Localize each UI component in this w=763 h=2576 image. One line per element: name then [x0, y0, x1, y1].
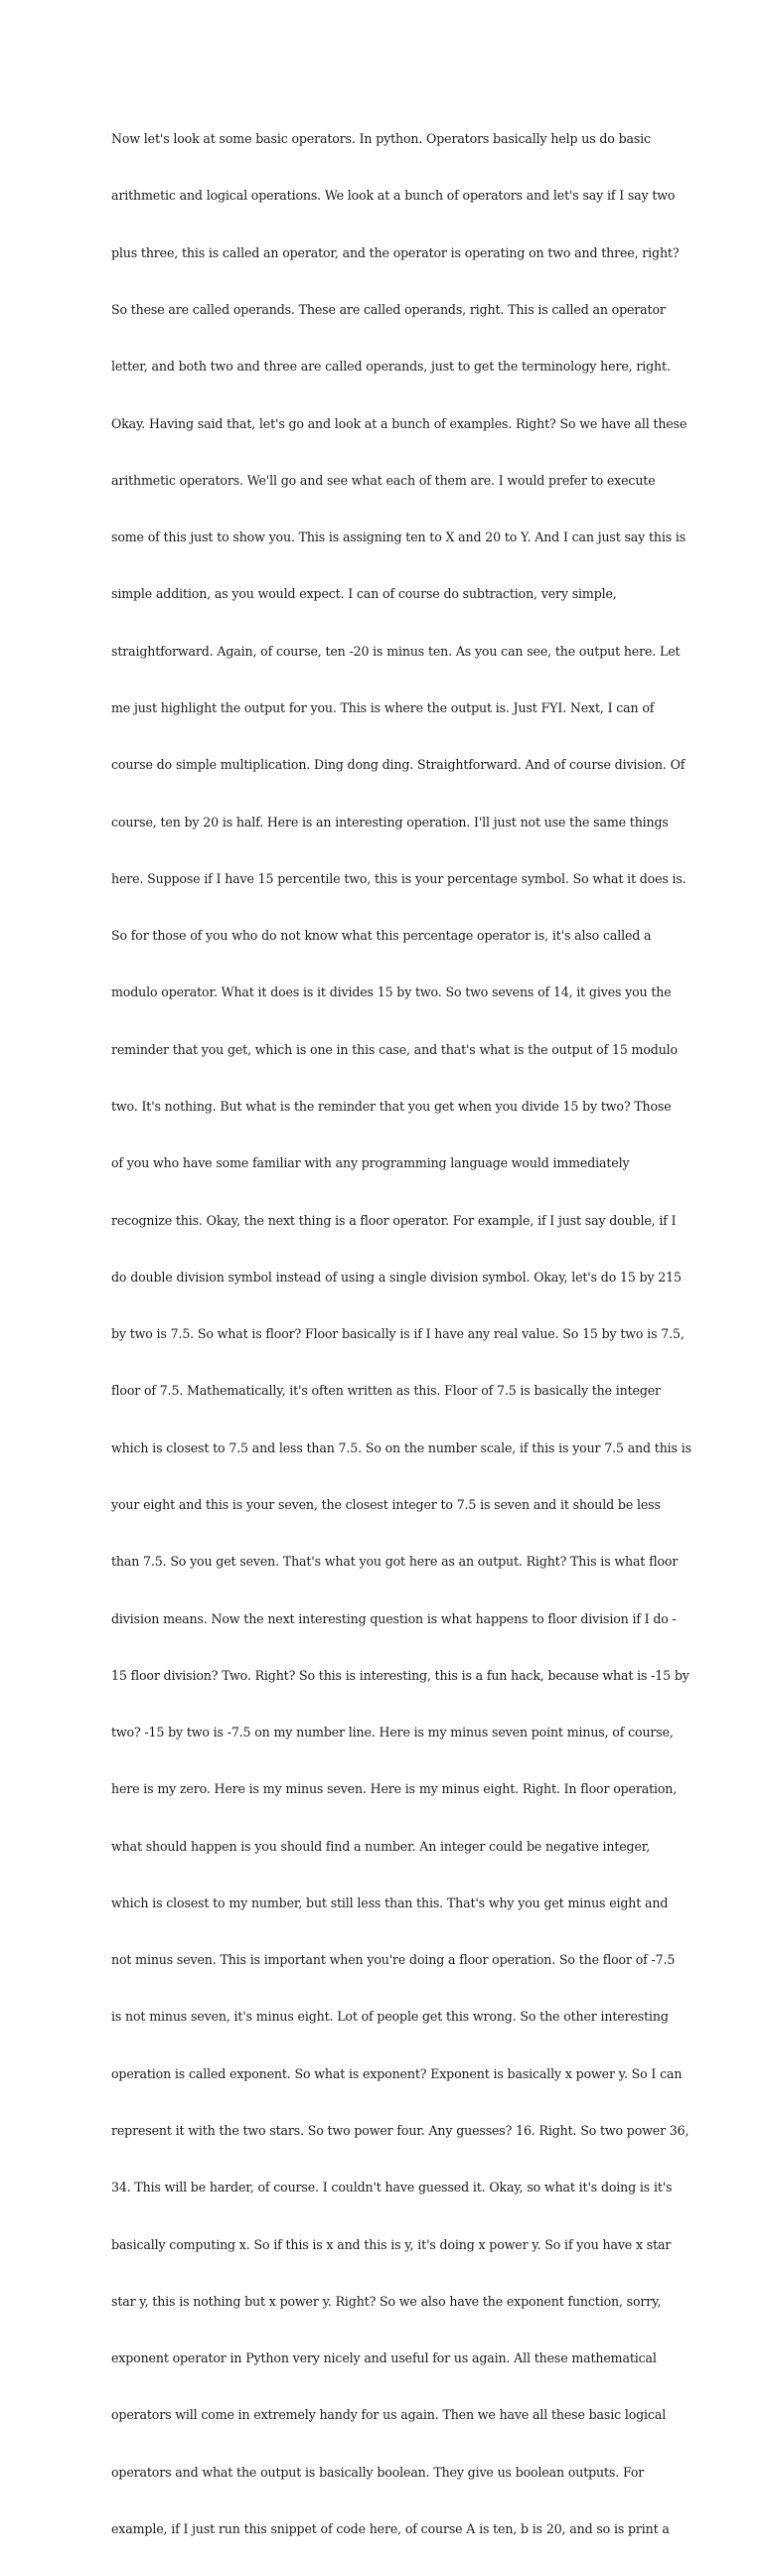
- text-line: modulo operator. What it does is it divides 15 by two. So two sevens of 14, it gives you the: [111, 985, 672, 1000]
- text-line: two? -15 by two is -7.5 on my number line. Here is my minus seven point minus, of course,: [111, 1725, 674, 1741]
- text-line: operators will come in extremely handy for us again. Then we have all these basic logical: [111, 2407, 667, 2423]
- text-line: Now let's look at some basic operators. In python. Operators basically help us do basic: [111, 131, 651, 147]
- text-line: me just highlight the output for you. This is where the output is. Just FYI. Next, I can of: [111, 700, 655, 715]
- text-line: simple addition, as you would expect. I can of course do subtraction, very simple,: [111, 586, 617, 602]
- text-line: example, if I just run this snippet of code here, of course A is ten, b is 20, and so is print a: [111, 2521, 670, 2536]
- text-line: operation is called exponent. So what is exponent? Exponent is basically x power y. So I can: [111, 2065, 683, 2081]
- text-line: straightforward. Again, of course, ten -20 is minus ten. As you can see, the output here. Let: [111, 643, 681, 659]
- text-line: recognize this. Okay, the next thing is a floor operator. For example, if I just say double, if I: [111, 1212, 677, 1228]
- text-line: course do simple multiplication. Ding dong ding. Straightforward. And of course division. Of: [111, 757, 686, 773]
- text-line: Okay. Having said that, let's go and look at a bunch of examples. Right? So we have all these: [111, 415, 687, 431]
- text-line: arithmetic and logical operations. We look at a bunch of operators and let's say if I say two: [111, 188, 676, 204]
- text-line: not minus seven. This is important when you're doing a floor operation. So the floor of -7.5: [111, 1952, 676, 1968]
- transcript-paragraph: [111, 91, 691, 2576]
- text-line: than 7.5. So you get seven. That's what you got here as an output. Right? This is what floor: [111, 1554, 679, 1570]
- text-line: star y, this is nothing but x power y. Right? So we also have the exponent function, sorry,: [111, 2293, 662, 2309]
- text-line: 15 floor division? Two. Right? So this is interesting, this is a fun hack, because what is -15 by: [111, 1667, 689, 1683]
- text-line: plus three, this is called an operator, and the operator is operating on two and three, right?: [111, 244, 680, 260]
- text-line: what should happen is you should find a number. An integer could be negative integer,: [111, 1838, 651, 1854]
- text-line: letter, and both two and three are called operands, just to get the terminology here, right.: [111, 359, 671, 375]
- text-line: operators and what the output is basically boolean. They give us boolean outputs. For: [111, 2464, 645, 2480]
- text-line: do double division symbol instead of using a single division symbol. Okay, let's do 15 by 215: [111, 1269, 682, 1285]
- text-line: which is closest to 7.5 and less than 7.5. So on the number scale, if this is your 7.5 and this is: [111, 1440, 691, 1455]
- text-line: here is my zero. Here is my minus seven. Here is my minus eight. Right. In floor operation,: [111, 1781, 678, 1797]
- text-line: your eight and this is your seven, the closest integer to 7.5 is seven and it should be less: [111, 1496, 661, 1512]
- text-line: course, ten by 20 is half. Here is an interesting operation. I'll just not use the same things: [111, 814, 669, 830]
- text-line: by two is 7.5. So what is floor? Floor basically is if I have any real value. So 15 by two is 7.5,: [111, 1326, 685, 1342]
- text-line: here. Suppose if I have 15 percentile two, this is your percentage symbol. So what it does is.: [111, 870, 687, 886]
- text-line: two. It's nothing. But what is the reminder that you get when you divide 15 by two? Those: [111, 1098, 672, 1114]
- text-line: division means. Now the next interesting question is what happens to floor division if I do -: [111, 1610, 677, 1626]
- text-line: 34. This will be harder, of course. I couldn't have guessed it. Okay, so what it's doing is it's: [111, 2180, 673, 2196]
- text-line: basically computing x. So if this is x and this is y, it's doing x power y. So if you have x star: [111, 2236, 672, 2252]
- text-line: of you who have some familiar with any programming language would immediately: [111, 1155, 630, 1171]
- text-line: which is closest to my number, but still less than this. That's why you get minus eight and: [111, 1894, 669, 1910]
- text-line: represent it with the two stars. So two power four. Any guesses? 16. Right. So two power 36,: [111, 2123, 689, 2139]
- text-line: exponent operator in Python very nicely and useful for us again. All these mathematical: [111, 2350, 657, 2366]
- text-line: reminder that you get, which is one in this case, and that's what is the output of 15 modulo: [111, 1041, 678, 1057]
- text-line: So for those of you who do not know what this percentage operator is, it's also called a: [111, 928, 652, 944]
- text-line: some of this just to show you. This is assigning ten to X and 20 to Y. And I can just say this is: [111, 530, 687, 545]
- text-line: is not minus seven, it's minus eight. Lot of people get this wrong. So the other interesting: [111, 2009, 669, 2025]
- text-line: arithmetic operators. We'll go and see what each of them are. I would prefer to execute: [111, 472, 656, 488]
- text-line: So these are called operands. These are called operands, right. This is called an operator: [111, 302, 666, 318]
- text-line: floor of 7.5. Mathematically, it's often written as this. Floor of 7.5 is basically the integer: [111, 1383, 661, 1399]
